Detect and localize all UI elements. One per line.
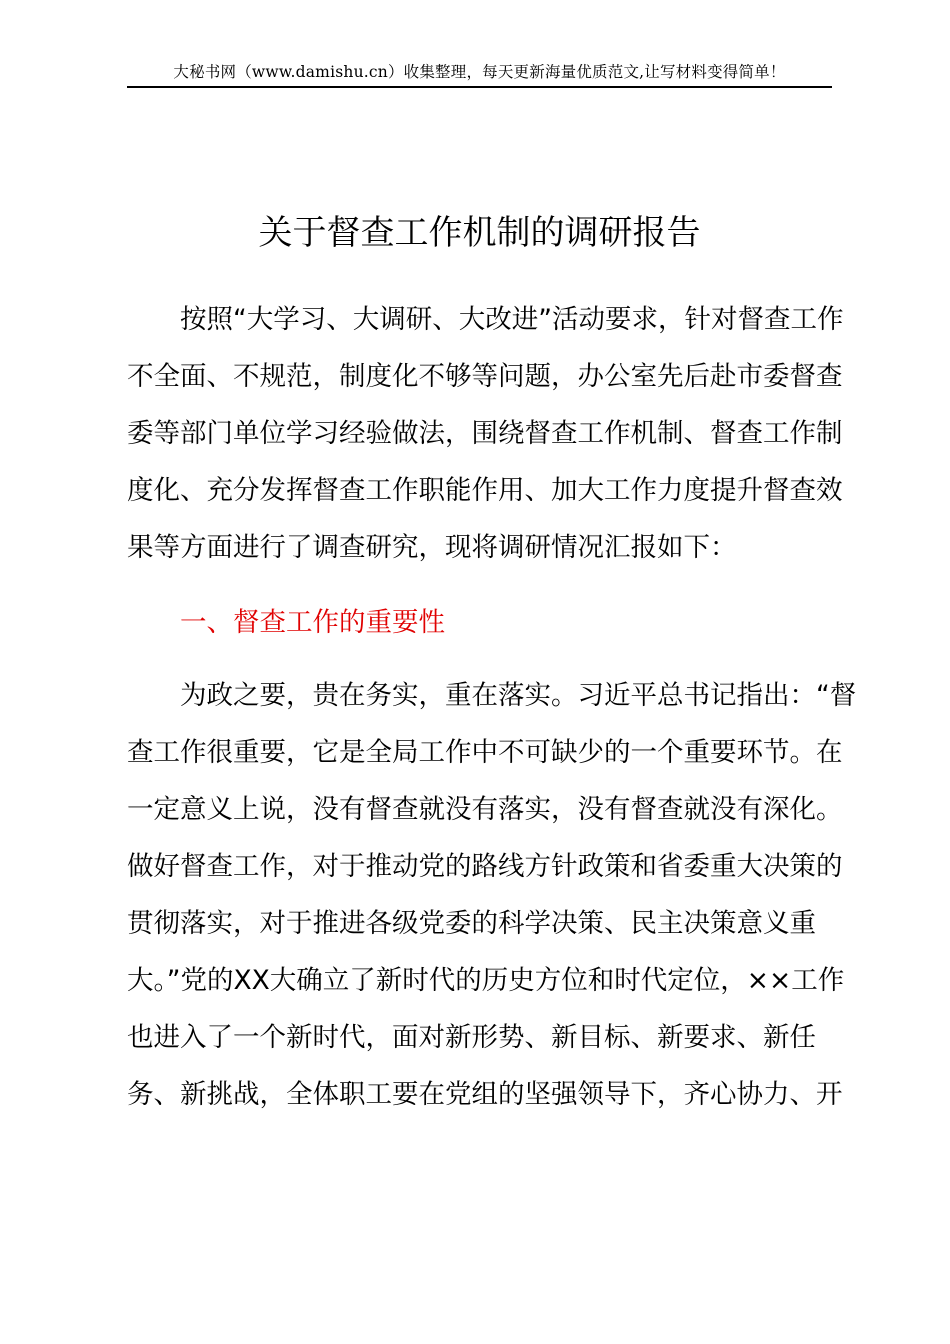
section-paragraph [127,667,857,1123]
header-divider [127,86,832,88]
section-heading: 一、督查工作的重要性 [180,607,445,638]
paragraph-line: 果等方面进行了调查研究，现将调研情况汇报如下： [127,532,737,563]
page-header: 大秘书网（www.damishu.cn）收集整理，每天更新海量优质范文,让写材料变得简单！ [173,63,786,81]
document-title: 关于督查工作机制的调研报告 [258,213,701,253]
paragraph-line: 按照“大学习、大调研、大改进”活动要求，针对督查工作 [180,304,844,335]
paragraph-line: 一定意义上说，没有督查就没有落实，没有督查就没有深化。 [127,794,843,825]
intro-paragraph [127,291,844,576]
paragraph-line: 也进入了一个新时代，面对新形势、新目标、新要求、新任 [127,1022,816,1053]
paragraph-line: 查工作很重要，它是全局工作中不可缺少的一个重要环节。在 [127,737,843,768]
paragraph-line: 务、新挑战，全体职工要在党组的坚强领导下，齐心协力、开 [127,1079,843,1110]
paragraph-line: 不全面、不规范，制度化不够等问题，办公室先后赴市委督查 [127,361,843,392]
paragraph-line: 做好督查工作，对于推动党的路线方针政策和省委重大决策的 [127,851,843,882]
paragraph-line: 大。”党的XX大确立了新时代的历史方位和时代定位，××工作 [127,965,845,996]
paragraph-line: 委等部门单位学习经验做法，围绕督查工作机制、督查工作制 [127,418,843,449]
paragraph-line: 贯彻落实，对于推进各级党委的科学决策、民主决策意义重 [127,908,816,939]
paragraph-line: 为政之要，贵在务实，重在落实。习近平总书记指出：“督 [180,680,857,711]
paragraph-line: 度化、充分发挥督查工作职能作用、加大工作力度提升督查效 [127,475,843,506]
